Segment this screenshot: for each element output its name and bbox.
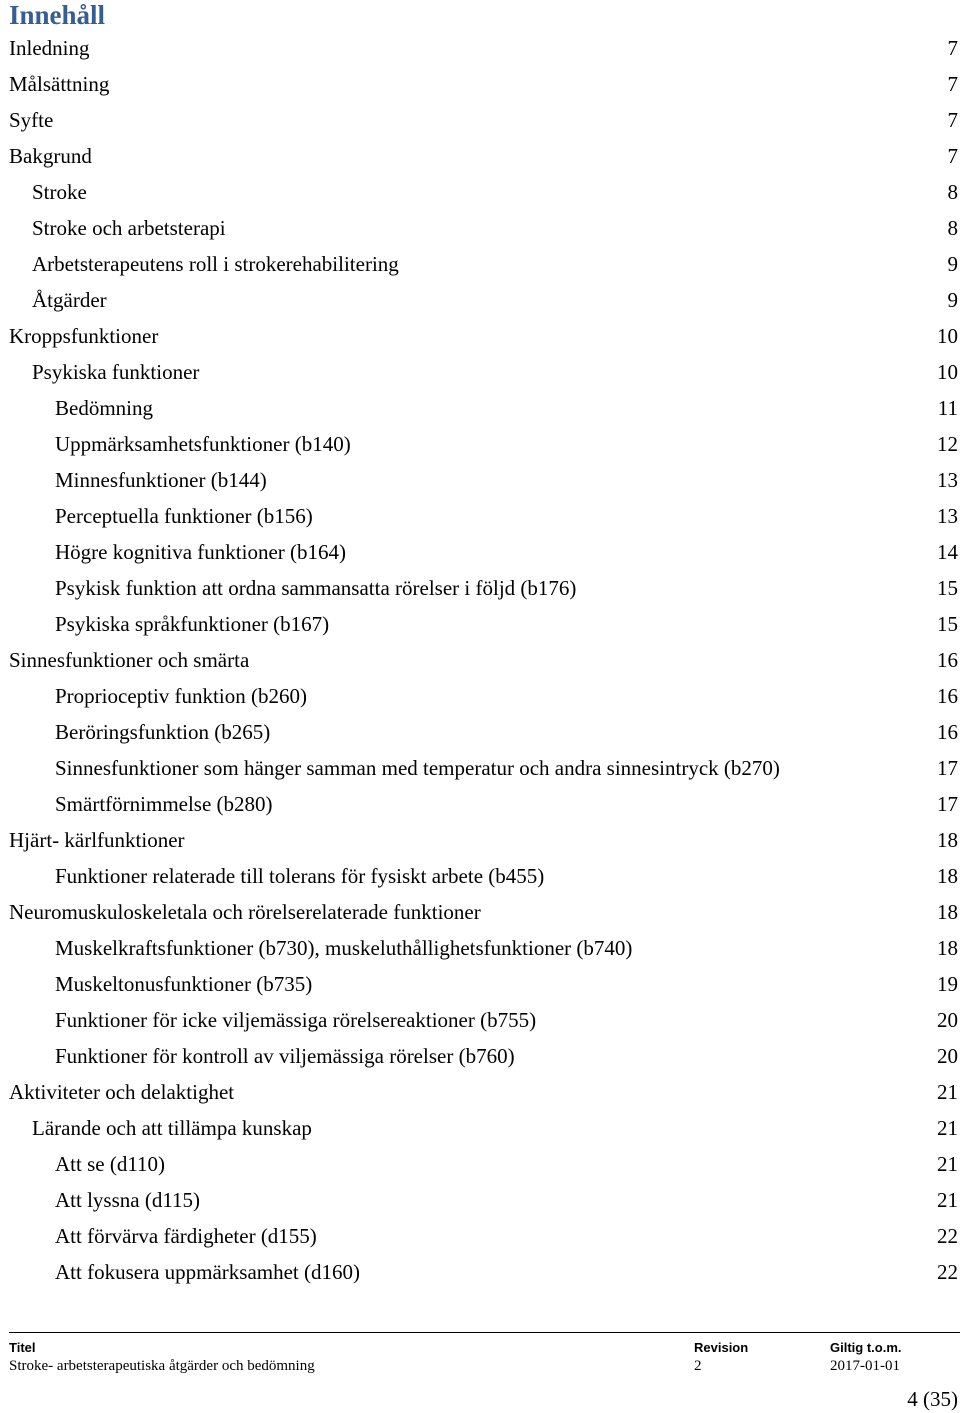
toc-entry[interactable] (0, 138, 960, 174)
toc-entry-label[interactable]: Lärande och att tillämpa kunskap (32, 1116, 312, 1140)
toc-entry-page[interactable]: 13 (937, 504, 958, 528)
toc-entry[interactable] (0, 1074, 960, 1110)
toc-entry-page[interactable]: 21 (937, 1116, 958, 1140)
toc-entry[interactable] (0, 822, 960, 858)
toc-entry[interactable] (0, 462, 960, 498)
toc-entry[interactable] (0, 174, 960, 210)
toc-entry-label[interactable]: Stroke och arbetsterapi (32, 216, 226, 240)
toc-entry[interactable] (0, 498, 960, 534)
toc-entry[interactable] (0, 246, 960, 282)
toc-entry-label[interactable]: Att fokusera uppmärksamhet (d160) (55, 1260, 361, 1284)
toc-entry[interactable] (0, 534, 960, 570)
toc-entry-page[interactable]: 22 (937, 1224, 958, 1248)
toc-entry-page[interactable]: 21 (937, 1188, 958, 1212)
toc-entry-label[interactable]: Psykiska funktioner (32, 360, 200, 384)
toc-entry-label[interactable]: Åtgärder (32, 288, 107, 312)
toc-entry[interactable] (0, 570, 960, 606)
toc-entry-page[interactable]: 16 (937, 720, 958, 744)
toc-entry-label[interactable]: Stroke (32, 180, 87, 204)
toc-entry[interactable] (0, 786, 960, 822)
toc-entry-page[interactable]: 9 (947, 252, 958, 276)
toc-entry-label[interactable]: Sinnesfunktioner och smärta (9, 648, 250, 672)
toc-entry[interactable] (0, 66, 960, 102)
toc-entry-page[interactable]: 14 (937, 540, 958, 564)
toc-entry[interactable] (0, 1146, 960, 1182)
toc-entry-label[interactable]: Att förvärva färdigheter (d155) (55, 1224, 317, 1248)
toc-entry-page[interactable]: 18 (937, 828, 958, 852)
footer-valid-label: Giltig t.o.m. (830, 1340, 902, 1355)
toc-entry-label[interactable]: Muskelkraftsfunktioner (b730), muskeluthållighetsfunktioner (b740) (55, 936, 633, 960)
toc-entry-label[interactable]: Att se (d110) (55, 1152, 166, 1176)
toc-entry[interactable] (0, 102, 960, 138)
footer-revision-label: Revision (694, 1340, 749, 1355)
toc-entry-page[interactable]: 7 (947, 108, 958, 132)
toc-entry-page[interactable]: 7 (947, 144, 958, 168)
toc-entry-page[interactable]: 7 (947, 72, 958, 96)
toc-entry-page[interactable]: 9 (947, 288, 958, 312)
toc-entry-label[interactable]: Uppmärksamhetsfunktioner (b140) (55, 432, 351, 456)
toc-entry-label[interactable]: Psykiska språkfunktioner (b167) (55, 612, 330, 636)
toc-entry-page[interactable]: 15 (937, 576, 958, 600)
toc-entry[interactable] (0, 606, 960, 642)
toc-entry[interactable] (0, 894, 960, 930)
toc-entry[interactable] (0, 750, 960, 786)
toc-entry-page[interactable]: 17 (937, 756, 958, 780)
toc-entry[interactable] (0, 858, 960, 894)
toc-entry-label[interactable]: Bedömning (55, 396, 153, 420)
toc-entry[interactable] (0, 1002, 960, 1038)
toc-entry[interactable] (0, 1110, 960, 1146)
toc-entry-label[interactable]: Muskeltonusfunktioner (b735) (55, 972, 313, 996)
toc-entry-page[interactable]: 13 (937, 468, 958, 492)
toc-entry-page[interactable]: 10 (937, 324, 958, 348)
document-footer (9, 1332, 960, 1373)
toc-entry-page[interactable]: 17 (937, 792, 958, 816)
toc-entry-label[interactable]: Inledning (9, 36, 90, 60)
toc-entry-label[interactable]: Bakgrund (9, 144, 92, 168)
footer-title-column (9, 1333, 315, 1375)
toc-entry-label[interactable]: Smärtförnimmelse (b280) (55, 792, 273, 816)
toc-entry-label[interactable]: Sinnesfunktioner som hänger samman med temperatur och andra sinnesintryck (b270) (55, 756, 780, 780)
toc-entry-label[interactable]: Funktioner för kontroll av viljemässiga rörelser (b760) (55, 1044, 515, 1068)
toc-entry-label[interactable]: Att lyssna (d115) (55, 1188, 201, 1212)
toc-entry-label[interactable]: Målsättning (9, 72, 110, 96)
toc-entry[interactable] (0, 282, 960, 318)
toc-entry[interactable] (0, 714, 960, 750)
toc-entry-label[interactable]: Funktioner relaterade till tolerans för fysiskt arbete (b455) (55, 864, 545, 888)
toc-entry-page[interactable]: 22 (937, 1260, 958, 1284)
toc-entry[interactable] (0, 1182, 960, 1218)
toc-entry-page[interactable]: 15 (937, 612, 958, 636)
toc-entry-page[interactable]: 18 (937, 900, 958, 924)
toc-entry[interactable] (0, 354, 960, 390)
footer-revision-column (694, 1333, 748, 1375)
toc-entry-label[interactable]: Psykisk funktion att ordna sammansatta rörelser i följd (b176) (55, 576, 577, 600)
toc-entry-page[interactable]: 8 (947, 216, 958, 240)
toc-entry[interactable] (0, 210, 960, 246)
toc-entry-page[interactable]: 18 (937, 936, 958, 960)
toc-entry-page[interactable]: 18 (937, 864, 958, 888)
toc-entry-label[interactable]: Proprioceptiv funktion (b260) (55, 684, 307, 708)
toc-entry-label[interactable]: Perceptuella funktioner (b156) (55, 504, 313, 528)
toc-entry-label[interactable]: Aktiviteter och delaktighet (9, 1080, 235, 1104)
footer-revision-value: 2 (694, 1358, 702, 1374)
table-of-contents (0, 30, 960, 1290)
toc-entry-page[interactable]: 16 (937, 684, 958, 708)
footer-title-label: Titel (9, 1340, 36, 1355)
toc-entry-page[interactable]: 21 (937, 1080, 958, 1104)
toc-entry[interactable] (0, 30, 960, 66)
toc-entry-label[interactable]: Funktioner för icke viljemässiga rörelsereaktioner (b755) (55, 1008, 537, 1032)
toc-entry[interactable] (0, 390, 960, 426)
toc-entry[interactable] (0, 1254, 960, 1290)
footer-valid-value: 2017-01-01 (830, 1358, 900, 1374)
toc-entry-label[interactable]: Kroppsfunktioner (9, 324, 159, 348)
toc-entry-page[interactable]: 20 (937, 1044, 958, 1068)
toc-entry[interactable] (0, 678, 960, 714)
toc-entry-page[interactable]: 10 (937, 360, 958, 384)
page-title: Innehåll (9, 0, 106, 30)
toc-entry-page[interactable]: 21 (937, 1152, 958, 1176)
toc-entry[interactable] (0, 1218, 960, 1254)
toc-entry[interactable] (0, 426, 960, 462)
toc-entry[interactable] (0, 966, 960, 1002)
toc-entry-label[interactable]: Minnesfunktioner (b144) (55, 468, 267, 492)
toc-entry-label[interactable]: Syfte (9, 108, 54, 132)
toc-entry-label[interactable]: Arbetsterapeutens roll i strokerehabilitering (32, 252, 399, 276)
toc-entry-page[interactable]: 16 (937, 648, 958, 672)
toc-entry-label[interactable]: Hjärt- kärlfunktioner (9, 828, 185, 852)
toc-entry-label[interactable]: Högre kognitiva funktioner (b164) (55, 540, 347, 564)
toc-entry-page[interactable]: 8 (947, 180, 958, 204)
toc-entry-page[interactable]: 20 (937, 1008, 958, 1032)
footer-title-value: Stroke- arbetsterapeutiska åtgärder och bedömning (9, 1358, 315, 1374)
toc-entry[interactable] (0, 642, 960, 678)
toc-entry-page[interactable]: 7 (947, 36, 958, 60)
toc-entry[interactable] (0, 318, 960, 354)
toc-entry-page[interactable]: 11 (937, 396, 958, 420)
toc-entry-label[interactable]: Beröringsfunktion (b265) (55, 720, 271, 744)
footer-valid-column (830, 1333, 902, 1375)
toc-entry-label[interactable]: Neuromuskuloskeletala och rörelserelaterade funktioner (9, 900, 481, 924)
page-number: 4 (35) (907, 1387, 958, 1411)
toc-entry-page[interactable]: 12 (937, 432, 958, 456)
toc-entry[interactable] (0, 1038, 960, 1074)
toc-entry-page[interactable]: 19 (937, 972, 958, 996)
toc-entry[interactable] (0, 930, 960, 966)
